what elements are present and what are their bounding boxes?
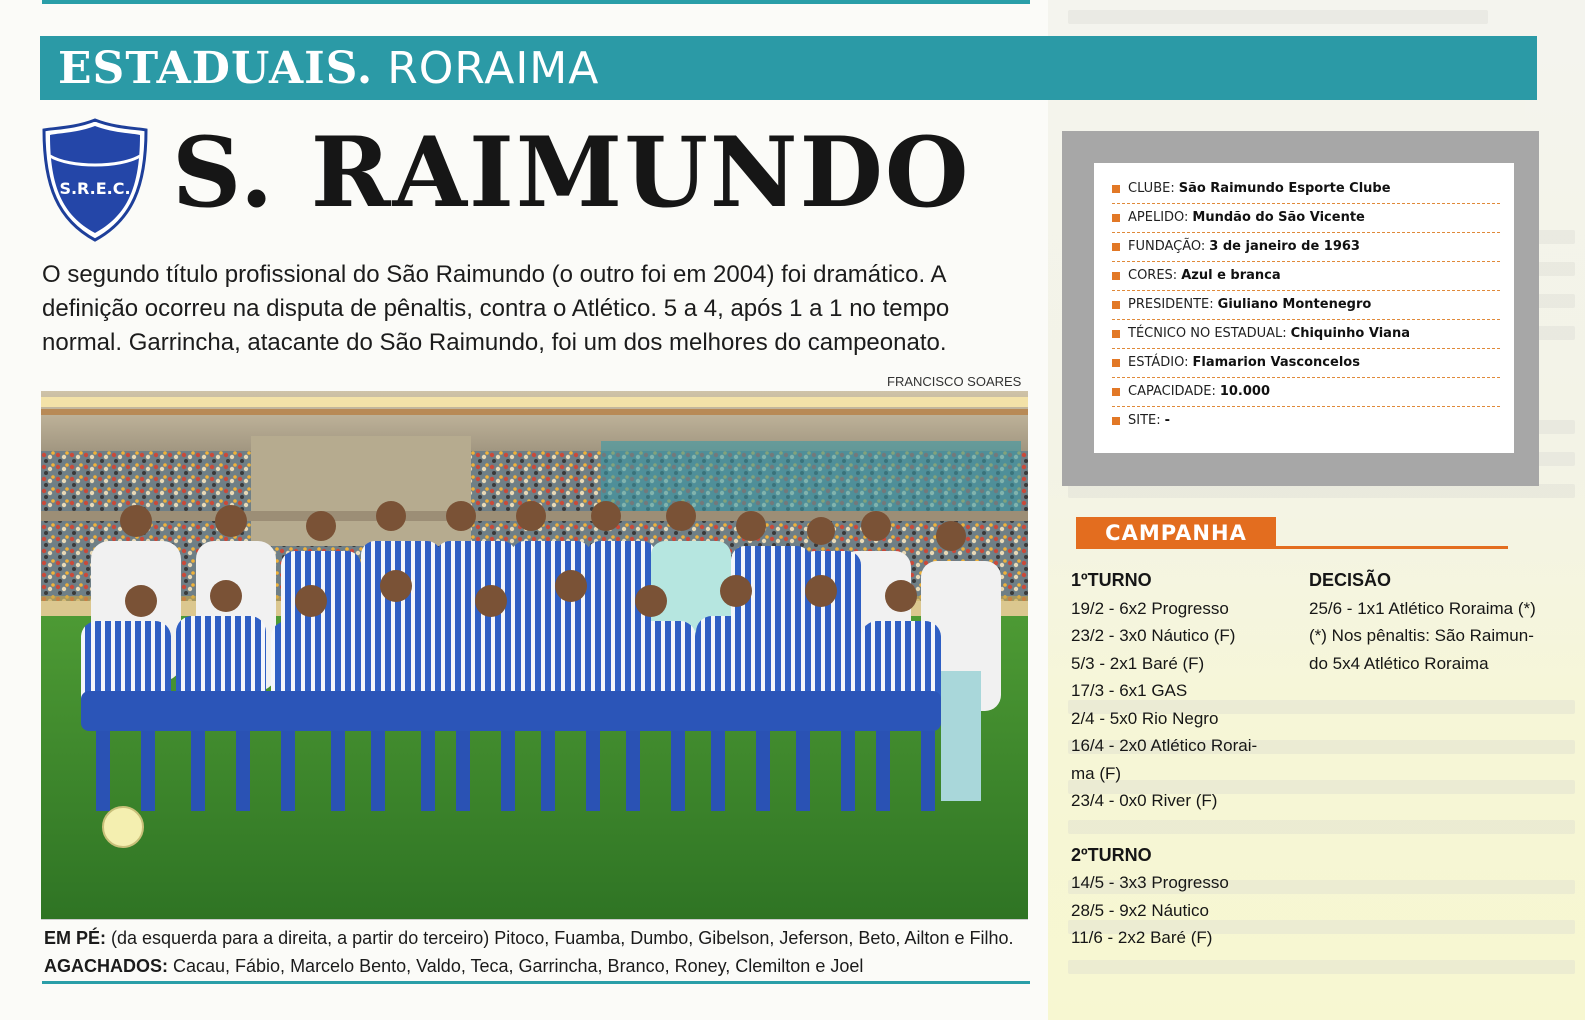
caption-crouching-text: Cacau, Fábio, Marcelo Bento, Valdo, Teca, Garrincha, Branco, Roney, Clemilton e Joel <box>168 956 864 976</box>
bullet-square-icon <box>1112 185 1120 193</box>
fact-value: Chiquinho Viana <box>1290 326 1410 341</box>
fact-row-tecnico <box>1112 320 1500 349</box>
fact-value: Flamarion Vasconcelos <box>1192 355 1360 370</box>
section-kicker: ESTADUAIS. <box>58 42 374 94</box>
turno1-line: 23/2 - 3x0 Náutico (F) <box>1071 626 1236 645</box>
turno2-line: 14/5 - 3x3 Progresso <box>1071 873 1229 892</box>
campanha-turnos-column <box>1071 567 1301 952</box>
section-banner <box>40 36 1537 100</box>
fact-row-clube <box>1112 175 1500 204</box>
turno1-line: 17/3 - 6x1 GAS <box>1071 681 1188 700</box>
bullet-square-icon <box>1112 301 1120 309</box>
team-photo-illustration <box>41 391 1028 919</box>
fact-label: ESTÁDIO: <box>1128 355 1189 370</box>
fact-value: São Raimundo Esporte Clube <box>1178 181 1391 196</box>
turno2-line: 28/5 - 9x2 Náutico <box>1071 900 1209 920</box>
fact-label: CLUBE: <box>1128 181 1175 196</box>
bullet-square-icon <box>1112 417 1120 425</box>
bottom-rule <box>42 981 1030 984</box>
page-title: S. RAIMUNDO <box>172 116 971 229</box>
team-photo <box>41 391 1028 920</box>
fact-row-apelido <box>1112 204 1500 233</box>
turno2-heading: 2ºTURNO <box>1071 844 1152 865</box>
fact-row-site <box>1112 407 1500 435</box>
campanha-decisao-column <box>1309 567 1544 677</box>
turno1-line: 16/4 - 2x0 Atlético Rorai- <box>1071 736 1258 755</box>
bullet-square-icon <box>1112 214 1120 222</box>
top-rule <box>42 0 1030 4</box>
campanha-rule <box>1076 546 1508 549</box>
fact-list <box>1094 163 1514 453</box>
bullet-square-icon <box>1112 330 1120 338</box>
turno1-line: 23/4 - 0x0 River (F) <box>1071 791 1218 810</box>
fact-label: CAPACIDADE: <box>1128 384 1216 399</box>
decisao-line: 25/6 - 1x1 Atlético Roraima (*) <box>1309 598 1536 618</box>
crest-letters: S.R.E.C. <box>59 179 131 198</box>
section-region: RORAIMA <box>387 42 600 94</box>
fact-label: APELIDO: <box>1128 210 1189 225</box>
fact-value: Azul e branca <box>1181 268 1281 283</box>
fact-row-capacidade <box>1112 378 1500 407</box>
fact-value: 3 de janeiro de 1963 <box>1209 239 1360 254</box>
turno1-heading: 1ºTURNO <box>1071 570 1152 590</box>
fact-value: - <box>1164 413 1171 428</box>
decisao-line: (*) Nos pênaltis: São Raimun- <box>1309 626 1534 645</box>
bullet-square-icon <box>1112 243 1120 251</box>
fact-row-estadio <box>1112 349 1500 378</box>
fact-label: TÉCNICO NO ESTADUAL: <box>1128 326 1287 341</box>
fact-value: 10.000 <box>1219 384 1271 399</box>
bullet-square-icon <box>1112 388 1120 396</box>
fact-row-presidente <box>1112 291 1500 320</box>
decisao-heading: DECISÃO <box>1309 570 1392 590</box>
bullet-square-icon <box>1112 359 1120 367</box>
turno1-line: 2/4 - 5x0 Rio Negro <box>1071 708 1219 728</box>
decisao-line: do 5x4 Atlético Roraima <box>1309 653 1489 673</box>
caption-standing-label: EM PÉ: <box>44 928 107 948</box>
fact-row-fundacao <box>1112 233 1500 262</box>
photo-caption <box>44 924 1034 980</box>
fact-value: Mundão do São Vicente <box>1192 210 1365 225</box>
turno1-line: 19/2 - 6x2 Progresso <box>1071 598 1229 618</box>
caption-standing-text: (da esquerda para a direita, a partir do terceiro) Pitoco, Fuamba, Dumbo, Gibelson, Jeferson, Beto, Ailton e Filho. <box>106 928 1014 948</box>
club-fact-box <box>1062 131 1539 486</box>
caption-crouching-label: AGACHADOS: <box>44 956 168 976</box>
turno1-line: ma (F) <box>1071 763 1122 783</box>
turno1-line: 5/3 - 2x1 Baré (F) <box>1071 653 1205 673</box>
bullet-square-icon <box>1112 272 1120 280</box>
club-crest-icon <box>40 116 150 244</box>
fact-label: FUNDAÇÃO: <box>1128 239 1206 254</box>
fact-row-cores <box>1112 262 1500 291</box>
fact-label: PRESIDENTE: <box>1128 297 1214 312</box>
fact-label: CORES: <box>1128 268 1178 283</box>
turno2-line: 11/6 - 2x2 Baré (F) <box>1071 928 1213 947</box>
fact-value: Giuliano Montenegro <box>1217 297 1372 312</box>
intro-paragraph: O segundo título profissional do São Raimundo (o outro foi em 2004) foi dramático. A definição ocorreu na disputa de pênaltis, contra o Atlético. 5 a 4, após 1 a 1 no tempo normal. Garrincha, atacante do São Raimundo, foi um dos melhores do campeonato. <box>42 261 950 356</box>
campanha-heading: CAMPANHA <box>1076 517 1276 549</box>
photo-credit: FRANCISCO SOARES <box>887 374 1022 389</box>
fact-label: SITE: <box>1128 413 1161 428</box>
